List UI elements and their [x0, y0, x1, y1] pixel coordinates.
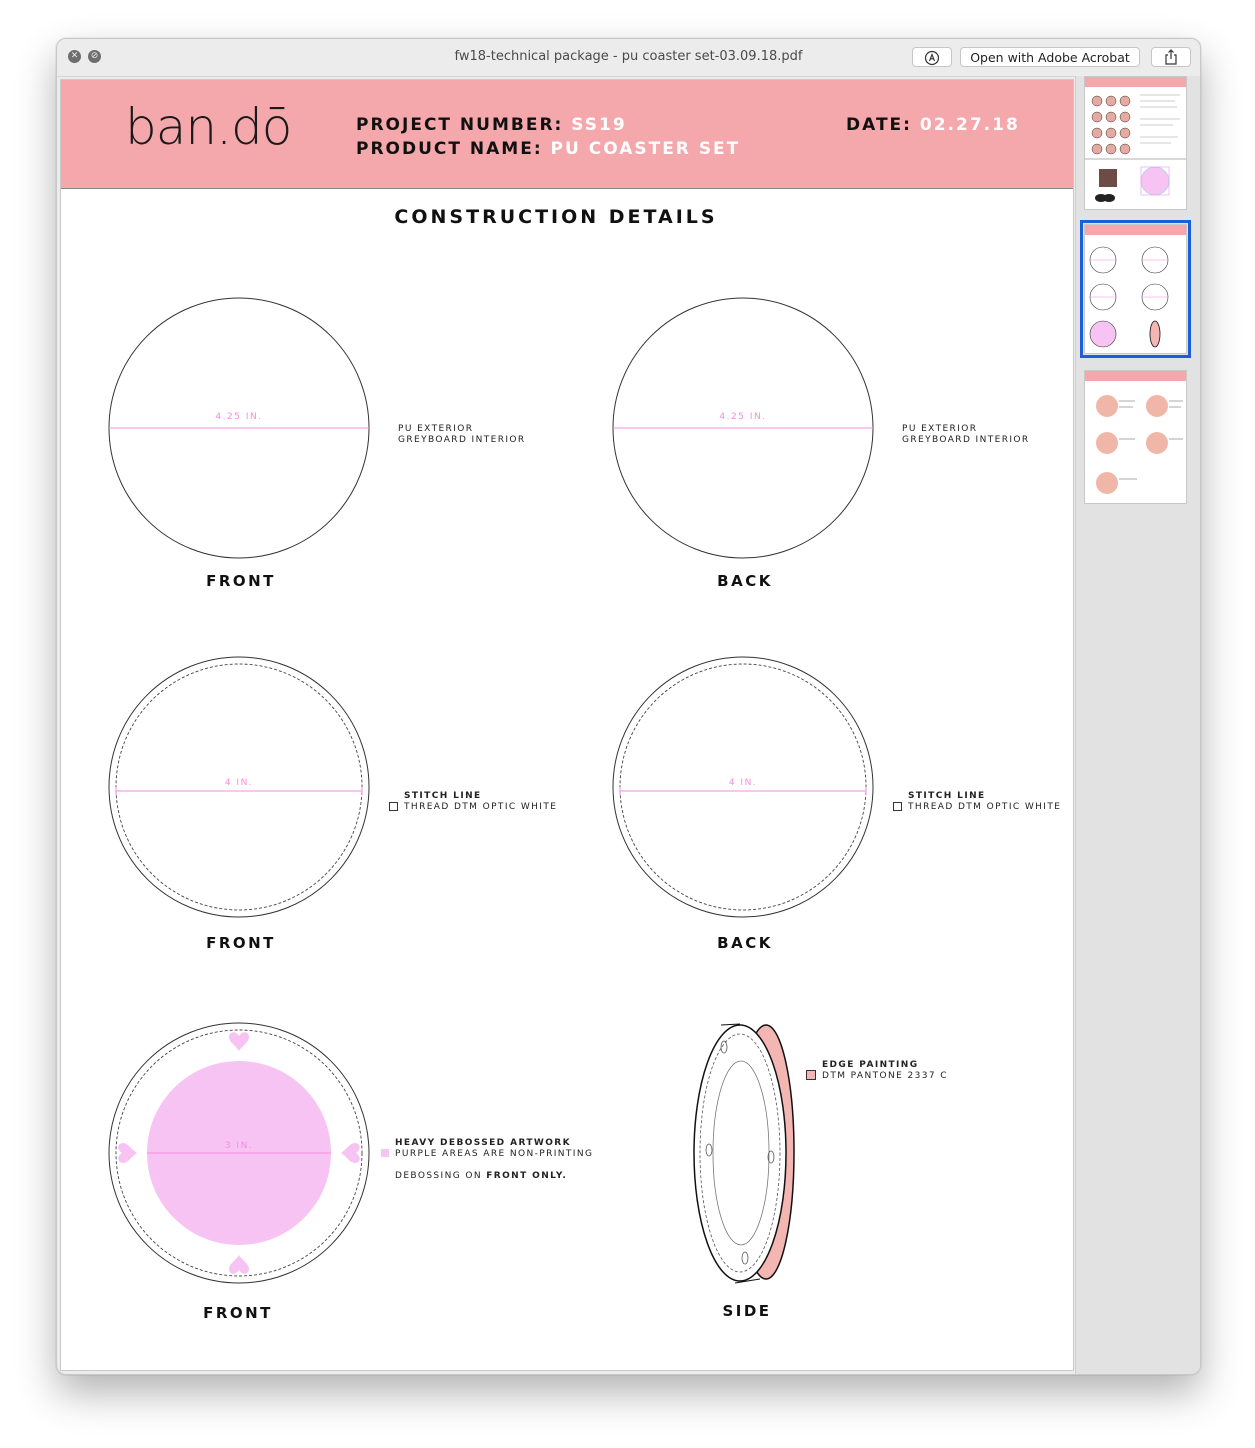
page-2-preview [1085, 225, 1187, 354]
material-line-1: PU EXTERIOR [398, 424, 474, 434]
deboss-title: HEAVY DEBOSSED ARTWORK [395, 1138, 572, 1148]
deboss-note-bold: FRONT ONLY. [486, 1171, 568, 1181]
thumbnail-sidebar [1075, 76, 1200, 1374]
stitch-detail: THREAD DTM OPTIC WHITE [404, 802, 558, 812]
product-name-value: PU COASTER SET [550, 139, 741, 159]
stitch-title: STITCH LINE [404, 791, 482, 801]
row2-back-dimension: 4 IN. [728, 778, 758, 788]
page-3-preview [1085, 371, 1187, 504]
stitch-title: STITCH LINE [908, 791, 986, 801]
edge-title: EDGE PAINTING [822, 1060, 919, 1070]
window-title: fw18-technical package - pu coaster set-03.09.18.pdf [454, 49, 803, 64]
page-thumbnail-1[interactable] [1084, 76, 1187, 210]
title-bar [57, 39, 1200, 77]
pdf-page [60, 79, 1074, 1371]
row1-back-dimension: 4.25 IN. [719, 412, 767, 422]
project-number-label: PROJECT NUMBER: [356, 115, 564, 135]
edge-paint-swatch [806, 1070, 816, 1080]
row3-front-drawing [109, 1023, 369, 1283]
open-with-acrobat-button[interactable]: Open with Adobe Acrobat [960, 47, 1140, 67]
deboss-detail: PURPLE AREAS ARE NON-PRINTING [395, 1149, 594, 1159]
date-value: 02.27.18 [919, 115, 1020, 135]
row2-back-drawing [613, 657, 873, 917]
row1-front-material-note [398, 424, 526, 446]
row1-back-label: BACK [717, 572, 773, 590]
row2-back-label: BACK [717, 934, 773, 952]
row2-front-label: FRONT [206, 934, 276, 952]
date-label: DATE: [846, 115, 912, 135]
row1-front-drawing [109, 298, 369, 558]
deboss-front-only-note [395, 1171, 593, 1182]
row2-front-dimension: 4 IN. [224, 778, 254, 788]
row2-front-stitch-note [404, 791, 557, 813]
edge-painting-note [822, 1060, 948, 1082]
minimize-icon: ⊘ [90, 51, 99, 61]
stitch-swatch [389, 802, 398, 811]
heart-icon [341, 1143, 360, 1163]
material-line-2: GREYBOARD INTERIOR [398, 435, 526, 445]
row1-back-drawing [613, 298, 873, 558]
deboss-note [395, 1138, 593, 1182]
page-thumbnail-2[interactable] [1084, 224, 1187, 354]
row3-front-label: FRONT [203, 1304, 273, 1322]
share-button[interactable] [1151, 47, 1191, 67]
row3-front-dimension: 3 IN. [224, 1141, 254, 1151]
row3-side-drawing [694, 1024, 794, 1283]
row1-front-dimension: 4.25 IN. [215, 412, 263, 422]
page-thumbnail-3[interactable] [1084, 370, 1187, 504]
deboss-swatch [381, 1149, 389, 1157]
stitch-detail: THREAD DTM OPTIC WHITE [908, 802, 1062, 812]
product-name-label: PRODUCT NAME: [356, 139, 543, 159]
pen-markup-icon [924, 50, 940, 66]
heart-icon [118, 1143, 137, 1163]
material-line-1: PU EXTERIOR [902, 424, 978, 434]
markup-button[interactable] [912, 47, 952, 67]
material-line-2: GREYBOARD INTERIOR [902, 435, 1030, 445]
brand-logo: ban.dō [125, 98, 292, 156]
stitch-swatch [893, 802, 902, 811]
project-number-value: SS19 [571, 115, 627, 135]
row3-side-label: SIDE [722, 1302, 772, 1320]
edge-detail: DTM PANTONE 2337 C [822, 1071, 948, 1081]
page-1-preview [1085, 77, 1187, 210]
heart-icon [229, 1255, 249, 1274]
share-icon [1164, 49, 1178, 65]
section-title: CONSTRUCTION DETAILS [394, 206, 718, 228]
deboss-note-prefix: DEBOSSING ON [395, 1171, 487, 1181]
heart-icon [229, 1032, 249, 1051]
row1-front-label: FRONT [206, 572, 276, 590]
row1-back-material-note [902, 424, 1030, 446]
preview-window [56, 38, 1201, 1375]
row2-back-stitch-note [908, 791, 1061, 813]
close-icon: ✕ [70, 51, 79, 61]
row2-front-drawing [109, 657, 369, 917]
